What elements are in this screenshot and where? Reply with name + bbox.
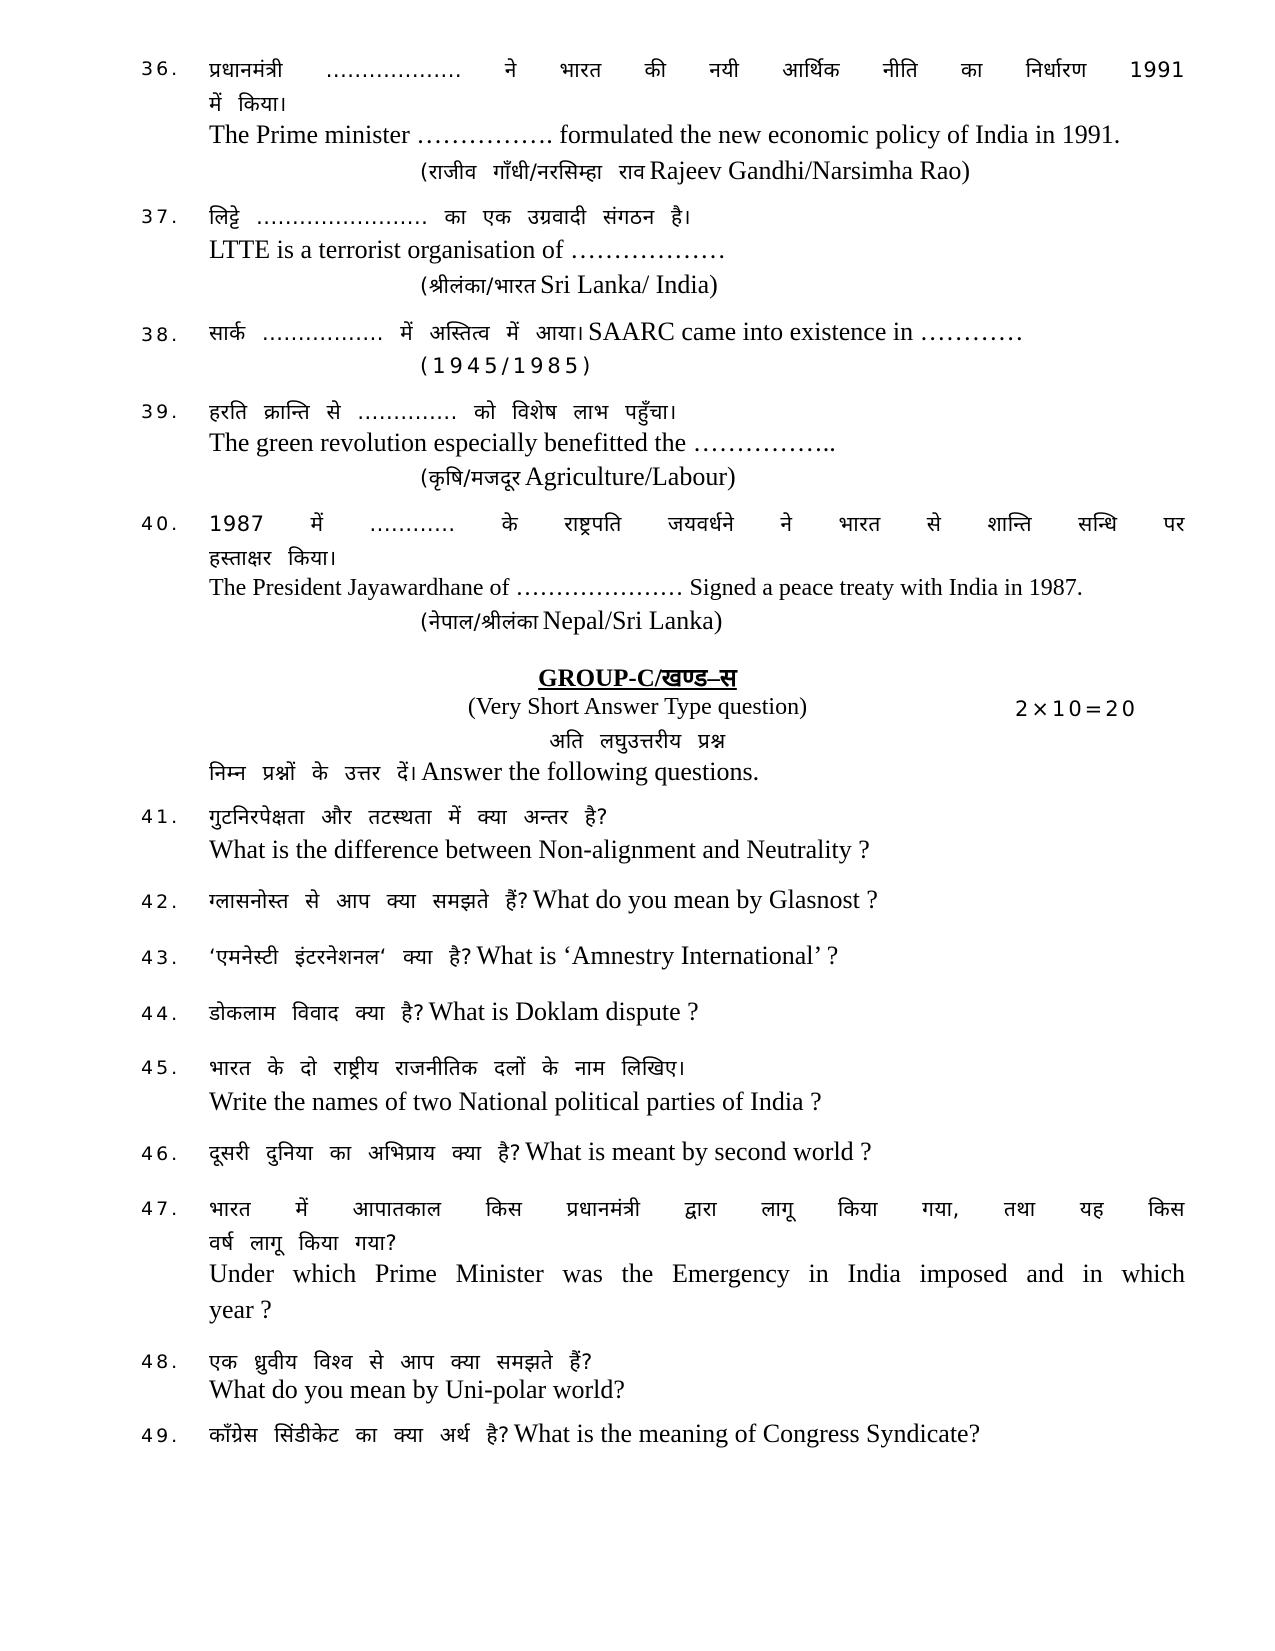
question-number: 40. xyxy=(141,513,181,535)
question-text-hindi: डोकलाम विवाद क्या है? xyxy=(209,1001,425,1025)
question-number: 37. xyxy=(141,206,181,228)
options-hindi: (कृषि/मजदूर xyxy=(420,466,521,490)
question-text-hindi: ग्लासनोस्त से आप क्या समझते हैं? xyxy=(209,889,529,913)
answer-options xyxy=(420,156,970,186)
question-line xyxy=(209,1419,980,1449)
question-number: 42. xyxy=(141,891,181,913)
question-text-english: What is ‘Amnestry International’ ? xyxy=(476,941,839,970)
question-text-english: SAARC came into existence in ………… xyxy=(588,317,1024,346)
question-number: 48. xyxy=(141,1351,181,1373)
question-text-english: Under which Prime Minister was the Emergency in India imposed and in which xyxy=(209,1259,1185,1288)
question-text-hindi: हरति क्रान्ति से .............. को विशेष लाभ पहुँचा। xyxy=(209,400,677,424)
instruction-hindi: निम्न प्रश्नों के उत्तर दें। xyxy=(209,761,418,785)
question-text-english-cont: year ? xyxy=(209,1295,272,1324)
question-line xyxy=(209,885,878,915)
question-text-hindi: दूसरी दुनिया का अभिप्राय क्या है? xyxy=(209,1141,522,1165)
answer-options xyxy=(420,606,722,636)
question-line xyxy=(209,997,699,1027)
question-number: 43. xyxy=(141,947,181,969)
question-number: 38. xyxy=(141,324,181,346)
section-subtitle-hindi: अति लघुउत्तरीय प्रश्न xyxy=(549,729,726,753)
answer-options: (1945/1985) xyxy=(420,354,595,378)
question-number: 44. xyxy=(141,1003,181,1025)
question-number: 45. xyxy=(141,1057,181,1079)
question-line xyxy=(209,941,838,971)
question-text-english: What is meant by second world ? xyxy=(525,1137,872,1166)
question-text-english: What is the difference between Non-alignment and Neutrality ? xyxy=(209,835,870,864)
options-english: Agriculture/Labour) xyxy=(524,462,736,491)
question-text-hindi: भारत के दो राष्ट्रीय राजनीतिक दलों के नाम लिखिए। xyxy=(209,1056,686,1080)
group-title: GROUP-C/खण्ड–स xyxy=(538,665,737,692)
section-heading xyxy=(0,660,1275,694)
question-text-english: Write the names of two National political parties of India ? xyxy=(209,1087,822,1116)
options-english: Nepal/Sri Lanka) xyxy=(542,606,723,635)
question-text-hindi: लिट्टे ........................ का एक उग्रवादी संगठन है। xyxy=(209,205,692,229)
answer-options xyxy=(420,270,718,300)
section-marks: 2×10=20 xyxy=(1015,697,1138,721)
question-text-english: The President Jayawardhane of ………………… Signed a peace treaty with India in 1987. xyxy=(209,575,1083,601)
question-text-english: The green revolution especially benefitted the …………….. xyxy=(209,428,836,457)
question-text-hindi-cont: में किया। xyxy=(209,92,287,116)
options-hindi: (श्रीलंका/भारत xyxy=(420,274,537,298)
instruction-english: Answer the following questions. xyxy=(421,757,760,786)
question-text-hindi: गुटनिरपेक्षता और तटस्थता में क्या अन्तर है? xyxy=(209,805,609,829)
question-text-english: The Prime minister ……………. formulated the new economic policy of India in 1991. xyxy=(209,120,1121,149)
question-text-hindi: सार्क ................. में अस्तित्व में आया। xyxy=(209,321,585,345)
question-text-hindi-cont: वर्ष लागू किया गया? xyxy=(209,1231,398,1255)
question-line xyxy=(209,1137,872,1167)
question-text-hindi: ‘एमनेस्टी इंटरनेशनल‘ क्या है? xyxy=(209,945,473,969)
options-hindi: (राजीव गाँधी/नरसिम्हा राव xyxy=(420,160,646,184)
options-english: Sri Lanka/ India) xyxy=(540,270,718,299)
answer-options xyxy=(420,462,736,492)
question-line xyxy=(209,317,1024,347)
question-text-hindi: एक ध्रुवीय विश्व से आप क्या समझते हैं? xyxy=(209,1350,593,1374)
question-number: 46. xyxy=(141,1143,181,1165)
question-text-hindi: 1987 में ............ के राष्ट्रपति जयवर्धने ने भारत से शान्ति सन्धि पर xyxy=(209,512,1185,536)
section-instruction xyxy=(209,757,759,787)
question-text-english: What is Doklam dispute ? xyxy=(428,997,699,1026)
question-text-english: What do you mean by Glasnost ? xyxy=(532,885,878,914)
options-english: Rajeev Gandhi/Narsimha Rao) xyxy=(649,156,971,185)
question-text-english: What is the meaning of Congress Syndicate? xyxy=(513,1419,981,1448)
question-number: 39. xyxy=(141,401,181,423)
question-text-hindi: भारत में आपातकाल किस प्रधानमंत्री द्वारा लागू किया गया, तथा यह किस xyxy=(209,1197,1185,1221)
question-number: 41. xyxy=(141,806,181,828)
question-number: 49. xyxy=(141,1425,181,1447)
question-number: 36. xyxy=(141,58,181,80)
options-hindi: (नेपाल/श्रीलंका xyxy=(420,610,539,634)
question-text-hindi-cont: हस्ताक्षर किया। xyxy=(209,546,337,570)
question-text-hindi: प्रधानमंत्री ................... ने भारत की नयी आर्थिक नीति का निर्धारण 1991 xyxy=(209,58,1185,82)
question-number: 47. xyxy=(141,1198,181,1220)
question-text-english: LTTE is a terrorist organisation of ……………… xyxy=(209,235,727,264)
section-subtitle-english: (Very Short Answer Type question) xyxy=(467,694,808,720)
question-text-english: What do you mean by Uni-polar world? xyxy=(209,1375,625,1404)
question-text-hindi: काँग्रेस सिंडीकेट का क्या अर्थ है? xyxy=(209,1423,510,1447)
